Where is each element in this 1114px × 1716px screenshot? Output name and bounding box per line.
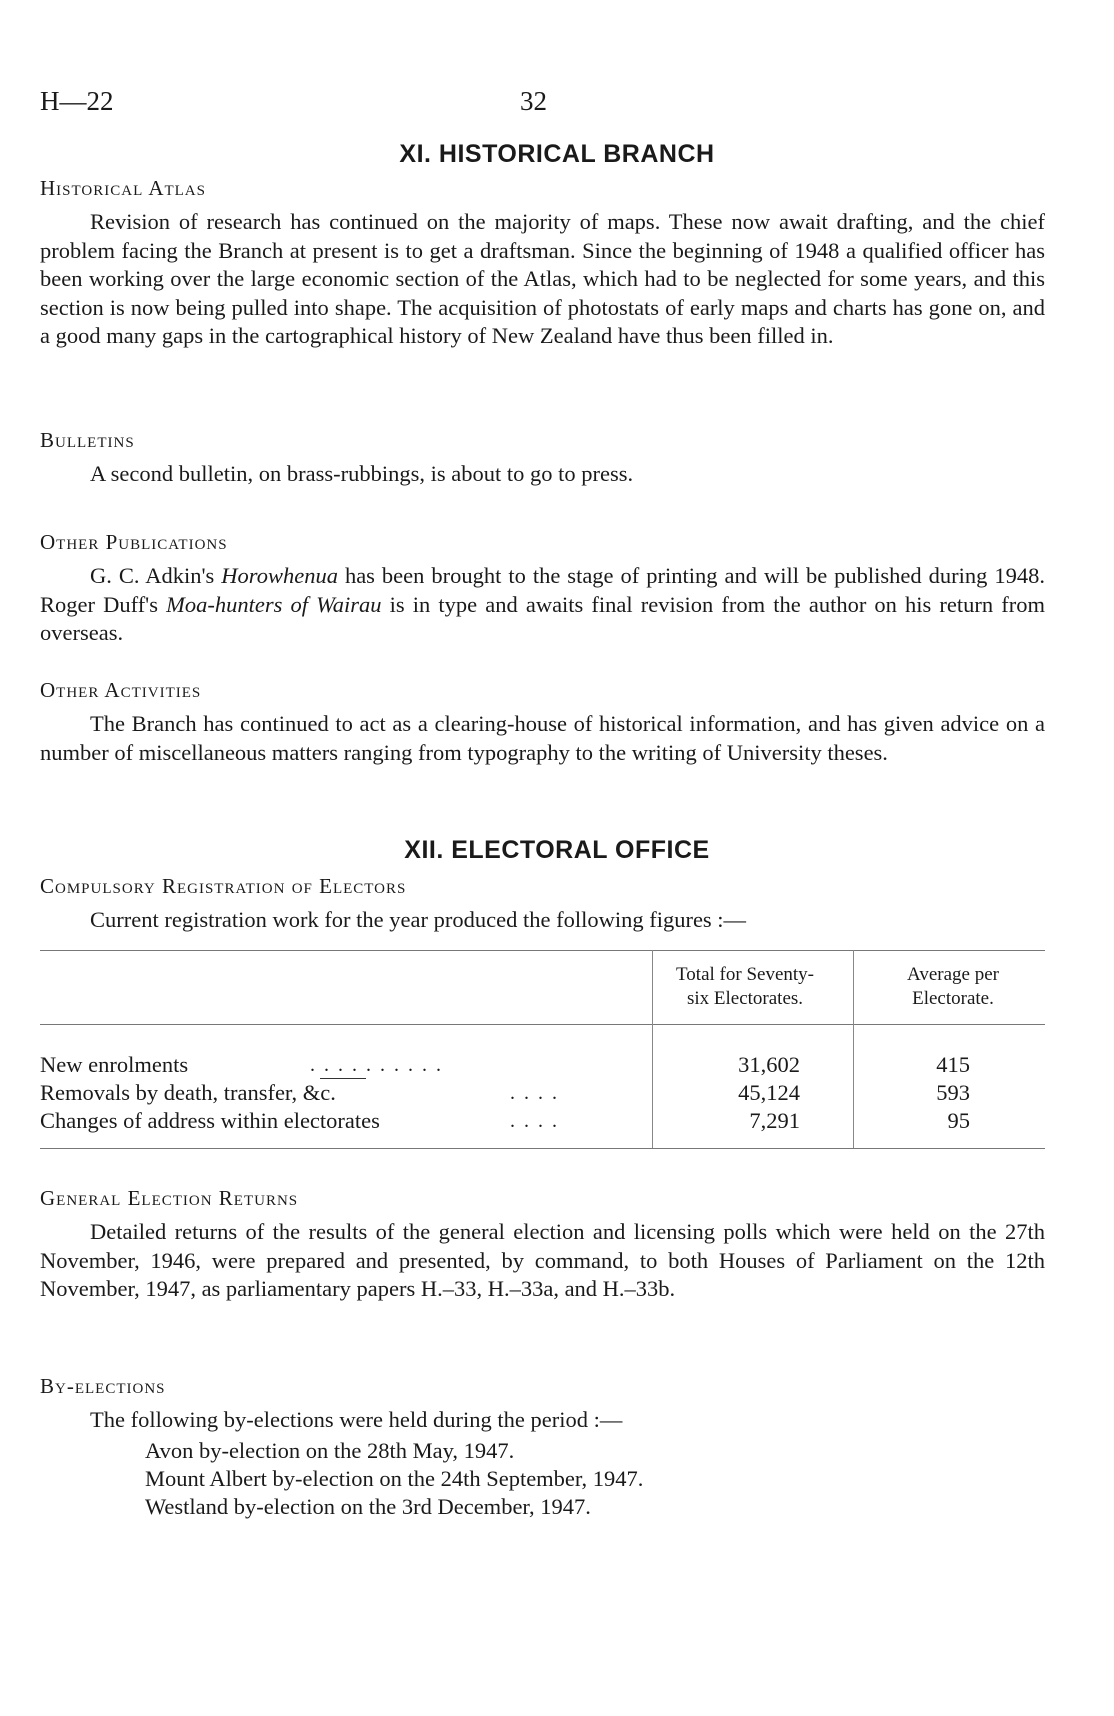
subheading-bulletins: Bulletins	[40, 428, 135, 452]
subheading-other-publications: Other Publications	[40, 530, 228, 554]
table-column-divider-2	[853, 950, 854, 1148]
column-header-total-line2: six Electorates.	[686, 988, 804, 1009]
table-cell-average: 95	[947, 1108, 970, 1133]
by-election-item: Westland by-election on the 3rd December, 1947.	[145, 1494, 591, 1519]
paragraph-bulletins: A second bulletin, on brass-rubbings, is about to go to press.	[90, 461, 634, 486]
table-row-leader-dots: . . . .	[510, 1082, 559, 1104]
table-top-rule	[40, 950, 1045, 951]
paragraph-historical-atlas: Revision of research has continued on the majority of maps. These now await drafting, and the chief problem facing the Branch at present is to get a draftsman. Since the beginning of 1948 a qualified officer has been working over the large economic section of the Atlas, which had to be neglected for some years, and this section is now being pulled into shape. The acquisition of photostats of early maps and charts has gone on, and a good many gaps in the cartographical history of New Zealand have thus been filled in.	[40, 209, 1045, 348]
column-header-total	[650, 963, 840, 1011]
subheading-general-election-returns: General Election Returns	[40, 1186, 299, 1210]
table-row-leader-dots: . . . .	[510, 1110, 559, 1132]
table-cell-total: 31,602	[738, 1052, 800, 1077]
stub-column-dash	[320, 1078, 366, 1079]
subheading-compulsory-registration: Compulsory Registration of Electors	[40, 874, 407, 898]
subheading-other-activities: Other Activities	[40, 678, 202, 702]
table-bottom-rule	[40, 1148, 1045, 1149]
table-cell-average: 593	[936, 1080, 970, 1105]
section-title-electoral-office: XII. ELECTORAL OFFICE	[404, 836, 710, 864]
paragraph-other-publications	[40, 562, 1045, 648]
paragraph-general-election-returns: Detailed returns of the results of the general election and licensing polls which were held on the 27th November, 1946, were prepared and presented, by command, to both Houses of Parliament on the 12th November, 1947, as parliamentary papers H.–33, H.–33a, and H.–33b.	[40, 1219, 1045, 1301]
column-header-total-line1: Total for Seventy-	[676, 964, 814, 985]
column-header-average	[858, 963, 1048, 1011]
publications-text-3: is in type and awaits final revision from the author on his return from overseas.	[40, 591, 1045, 645]
paragraph-by-elections-intro: The following by-elections were held during the period :—	[90, 1407, 623, 1432]
table-row-label: Changes of address within electorates	[40, 1108, 380, 1133]
publication-title-moa-hunters: Moa-hunters of Wairau	[166, 591, 382, 617]
page-number: 32	[520, 86, 547, 116]
table-row-label: New enrolments	[40, 1052, 189, 1077]
publications-text-1: G. C. Adkin's	[90, 563, 222, 588]
table-cell-total: 7,291	[749, 1108, 800, 1133]
column-header-average-line1: Average per	[907, 964, 999, 985]
subheading-historical-atlas: Historical Atlas	[40, 176, 206, 200]
table-cell-total: 45,124	[738, 1080, 800, 1105]
by-election-item: Mount Albert by-election on the 24th September, 1947.	[145, 1466, 644, 1491]
document-reference: H—22	[40, 86, 114, 116]
table-row-leader-dots: . . . . . . . . . .	[310, 1054, 443, 1076]
table-row-label: Removals by death, transfer, &c.	[40, 1080, 336, 1105]
subheading-by-elections: By-elections	[40, 1374, 166, 1398]
section-title-historical-branch: XI. HISTORICAL BRANCH	[399, 140, 715, 168]
column-header-average-line2: Electorate.	[912, 988, 994, 1009]
table-cell-average: 415	[936, 1052, 970, 1077]
paragraph-other-activities: The Branch has continued to act as a clearing-house of historical information, and has given advice on a number of miscellaneous matters ranging from typography to the writing of University theses.	[40, 711, 1045, 765]
table-header-rule	[40, 1024, 1045, 1025]
table-column-divider-1	[652, 950, 653, 1148]
by-election-item: Avon by-election on the 28th May, 1947.	[145, 1438, 515, 1463]
paragraph-registration-intro: Current registration work for the year produced the following figures :—	[90, 907, 747, 932]
publications-text-2: has been brought to the stage of printing and will be published during 1948. Roger Duff's	[40, 563, 1045, 617]
publication-title-horowhenua: Horowhenua	[221, 563, 338, 588]
